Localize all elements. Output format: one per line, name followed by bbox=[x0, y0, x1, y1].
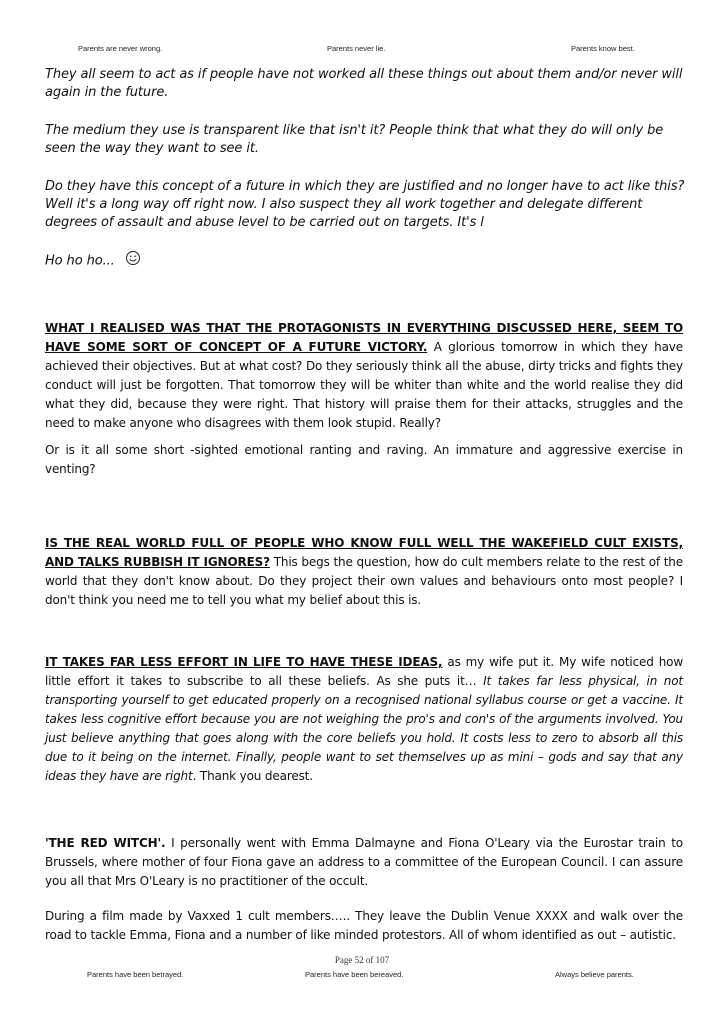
footer-right-text: Always believe parents. bbox=[555, 970, 634, 979]
italic-paragraph-2: The medium they use is transparent like that isn't it? People think that what they do will only be seen the way they want to see it. bbox=[45, 123, 664, 156]
section-less-effort-ending: . Thank you dearest. bbox=[192, 769, 313, 783]
footer-center-text: Parents have been bereaved. bbox=[305, 970, 404, 979]
section-red-witch-paragraph-2: During a film made by Vaxxed 1 cult members….. They leave the Dublin Venue XXXX and walk over the road to tackle Emma, Fiona and a number of like minded protestors. All of whom identified as out – autistic. bbox=[45, 909, 683, 942]
section-realised-body: A glorious tomorrow in which they have achieved their objectives. But at what cost? Do they seriously think all the abuse, dirty tricks and fights they conduct will just be forgotten. That tomorrow they will be whiter than white and the world realise they did what they did, because they were right. That history will praise them for their attacks, struggles and the need to make anyone who disagrees with them look stupid. Really? bbox=[45, 340, 683, 430]
header-right-text: Parents know best. bbox=[571, 44, 635, 53]
italic-paragraph-3: Do they have this concept of a future in which they are justified and no longer have to act like this? Well it's a long way off right now. I also suspect they all work together and delegate different degrees of assault and abuse level to be carried out on targets. It's l bbox=[45, 179, 685, 230]
section-less-effort-body-a: as my wife put it bbox=[442, 655, 551, 669]
header-left-text: Parents are never wrong. bbox=[78, 44, 163, 53]
italic-paragraph-1: They all seem to act as if people have not worked all these things out about them and/or never will again in the future. bbox=[45, 67, 683, 100]
italic-paragraph-4 bbox=[45, 250, 685, 272]
smiley-face-icon bbox=[125, 250, 141, 272]
section-realised-heading: WHAT I REALISED WAS THAT THE PROTAGONISTS IN EVERYTHING DISCUSSED HERE, SEEM TO HAVE SOME SORT OF CONCEPT OF A FUTURE VICTORY. bbox=[45, 321, 683, 354]
section-real-world-body: This begs the question, how do cult members relate to the rest of the world that they don't know about. Do they project their own values and behaviours onto most people? I don't think you need me to tell you what my belief about this is. bbox=[45, 555, 683, 607]
header-center-text: Parents never lie. bbox=[327, 44, 386, 53]
section-less-effort-heading: IT TAKES FAR LESS EFFORT IN LIFE TO HAVE THESE IDEAS, bbox=[45, 655, 443, 669]
section-red-witch-paragraph bbox=[45, 834, 683, 891]
section-real-world-heading: IS THE REAL WORLD FULL OF PEOPLE WHO KNOW FULL WELL THE WAKEFIELD CULT EXISTS, AND TALKS RUBBISH IT IGNORES? bbox=[45, 536, 683, 569]
ho-ho-text: Ho ho ho... bbox=[45, 253, 115, 269]
section-less-effort-body-b: . My wife noticed how little effort it takes to subscribe to all these beliefs. As she puts it… bbox=[45, 655, 684, 688]
section-less-effort-paragraph bbox=[45, 653, 683, 786]
section-realised-paragraph bbox=[45, 319, 683, 433]
section-realised-paragraph-2: Or is it all some short -sighted emotional ranting and raving. An immature and aggressive exercise in venting? bbox=[45, 443, 683, 476]
section-red-witch-body: I personally went with Emma Dalmayne and Fiona O'Leary via the Eurostar train to Brussels, where mother of four Fiona gave an address to a committee of the European Council. I can assure you all that Mrs O'Leary is no practitioner of the occult. bbox=[45, 836, 683, 888]
section-real-world-paragraph bbox=[45, 534, 683, 610]
section-less-effort-quote: It takes far less physical, in not transporting yourself to get educated properly on a recognised national syllabus course or get a vaccine. It takes less cognitive effort because you are not weighing the pro's and con's of the arguments involved. You just believe anything that goes along with the core beliefs you hold. It costs less to zero to absorb all this due to it being on the internet. Finally, people want to set themselves up as mini – gods and say that any ideas they have are right bbox=[45, 674, 683, 783]
page-number: Page 52 of 107 bbox=[334, 955, 390, 965]
footer-left-text: Parents have been betrayed. bbox=[87, 970, 184, 979]
section-red-witch-heading: 'THE RED WITCH'. bbox=[45, 836, 166, 850]
